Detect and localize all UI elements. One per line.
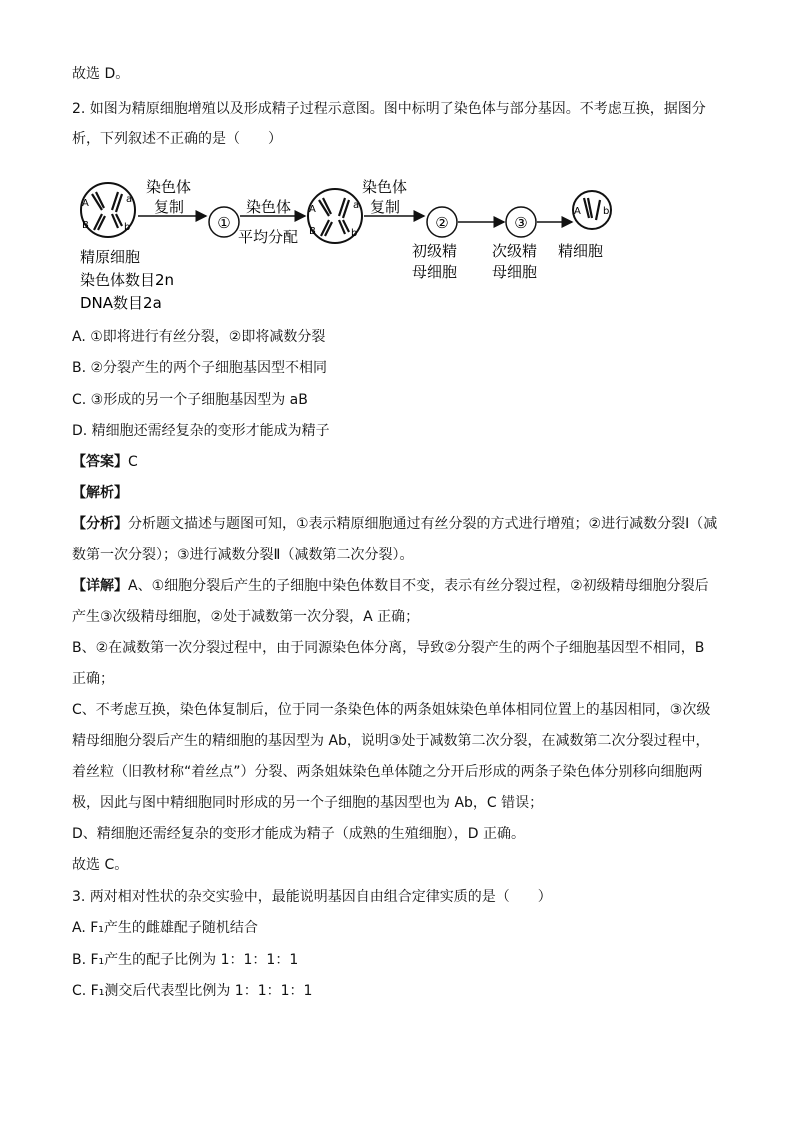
primary-spermatocyte-label-1: 初级精 bbox=[412, 242, 458, 260]
q2-option-c: C. ③形成的另一个子细胞基因型为 aB bbox=[72, 392, 308, 408]
analysis-tag: 【解析】 bbox=[72, 485, 128, 501]
q3-option-c: C. F₁测交后代表型比例为 1：1：1：1 bbox=[72, 983, 313, 999]
xiangjie-line3: B、②在减数第一次分裂过程中，由于同源染色体分离，导致②分裂产生的两个子细胞基因型不相同，B bbox=[72, 640, 705, 656]
q2-stem-line1: 2. 如图为精原细胞增殖以及形成精子过程示意图。图中标明了染色体与部分基因。不考虑互换，据图分 bbox=[72, 101, 706, 117]
gene-a-label-2: a bbox=[353, 200, 360, 211]
arrow3-label-bottom: 复制 bbox=[370, 198, 401, 216]
q2-stem-line2: 析，下列叙述不正确的是（ ） bbox=[72, 131, 282, 147]
arrow1-label-top: 染色体 bbox=[146, 178, 192, 196]
gene-A-label-2: A bbox=[309, 204, 316, 215]
xiangjie-line1 bbox=[72, 576, 709, 596]
xiangjie-line7: 着丝粒（旧教材称“着丝点”）分裂、两条姐妹染色单体随之分开后形成的两条子染色体分别移向细胞两 bbox=[72, 764, 703, 780]
arrow2-label-bottom: 平均分配 bbox=[238, 228, 299, 246]
primary-spermatocyte-label-2: 母细胞 bbox=[412, 263, 458, 281]
prev-answer: 故选 D。 bbox=[72, 66, 130, 82]
daughter-spermatogonium-cell bbox=[308, 189, 362, 243]
gene-a-label: a bbox=[126, 194, 133, 205]
spermatid-cell bbox=[573, 191, 611, 229]
fenxi-line2: 数第一次分裂）；③进行减数分裂Ⅱ（减数第二次分裂）。 bbox=[72, 547, 414, 563]
arrow1-label-bottom: 复制 bbox=[154, 198, 185, 216]
fenxi-tag: 【分析】 bbox=[72, 516, 128, 532]
cell-1-number: ① bbox=[217, 214, 231, 232]
answer-tag: 【答案】 bbox=[72, 454, 128, 470]
spermatogenesis-figure bbox=[72, 172, 632, 322]
fenxi-line1 bbox=[72, 514, 717, 534]
q2-option-d: D. 精细胞还需经复杂的变形才能成为精子 bbox=[72, 423, 330, 439]
gene-b-label: b bbox=[124, 222, 131, 233]
xiangjie-line9: D、精细胞还需经复杂的变形才能成为精子（成熟的生殖细胞），D 正确。 bbox=[72, 826, 526, 842]
q2-final-answer: 故选 C。 bbox=[72, 857, 129, 873]
answer-line bbox=[72, 452, 138, 472]
q2-option-b: B. ②分裂产生的两个子细胞基因型不相同 bbox=[72, 360, 328, 376]
q3-stem: 3. 两对相对性状的杂交实验中，最能说明基因自由组合定律实质的是（ ） bbox=[72, 889, 552, 905]
gene-B-label-2: B bbox=[309, 226, 316, 237]
q3-option-b: B. F₁产生的配子比例为 1：1：1：1 bbox=[72, 952, 299, 968]
xiangjie-line5: C、不考虑互换，染色体复制后，位于同一条染色体的两条姐妹染色单体相同位置上的基因相同，③次级 bbox=[72, 702, 711, 718]
fenxi-text1: 分析题文描述与题图可知，①表示精原细胞通过有丝分裂的方式进行增殖；②进行减数分裂Ⅰ（减 bbox=[128, 516, 718, 532]
spermatogonium-cell bbox=[81, 183, 135, 237]
gene-B-label: B bbox=[82, 220, 89, 231]
q3-option-a: A. F₁产生的雌雄配子随机结合 bbox=[72, 920, 258, 936]
xiangjie-line6: 精母细胞分裂后产生的精细胞的基因型为 Ab，说明③处于减数第二次分裂，在减数第二次分裂过程中， bbox=[72, 733, 710, 749]
secondary-spermatocyte-label-1: 次级精 bbox=[492, 242, 538, 260]
xiangjie-line2: 产生③次级精母细胞，②处于减数第一次分裂，A 正确； bbox=[72, 609, 420, 625]
chromosome-count-label: 染色体数目2n bbox=[80, 271, 175, 289]
arrow3-label-top: 染色体 bbox=[362, 178, 408, 196]
xiangjie-text1: A、①细胞分裂后产生的子细胞中染色体数目不变，表示有丝分裂过程，②初级精母细胞分裂后 bbox=[128, 578, 709, 594]
q2-option-a: A. ①即将进行有丝分裂，②即将减数分裂 bbox=[72, 329, 326, 345]
secondary-spermatocyte-label-2: 母细胞 bbox=[492, 263, 538, 281]
cell-3-number: ③ bbox=[514, 214, 528, 232]
xiangjie-tag: 【详解】 bbox=[72, 578, 128, 594]
answer-value: C bbox=[128, 454, 138, 470]
dna-count-label: DNA数目2a bbox=[80, 294, 162, 312]
gene-A-label: A bbox=[82, 198, 89, 209]
xiangjie-line8: 极，因此与图中精细胞同时形成的另一个子细胞的基因型也为 Ab，C 错误； bbox=[72, 795, 544, 811]
cell-2-number: ② bbox=[435, 214, 449, 232]
arrow2-label-top: 染色体 bbox=[246, 198, 292, 216]
xiangjie-line4: 正确； bbox=[72, 671, 114, 687]
gene-b-label-3: b bbox=[603, 206, 610, 217]
spermatogonium-label: 精原细胞 bbox=[80, 248, 141, 266]
gene-b-label-2: b bbox=[351, 228, 358, 239]
gene-A-label-3: A bbox=[574, 206, 581, 217]
spermatid-label: 精细胞 bbox=[558, 242, 604, 260]
